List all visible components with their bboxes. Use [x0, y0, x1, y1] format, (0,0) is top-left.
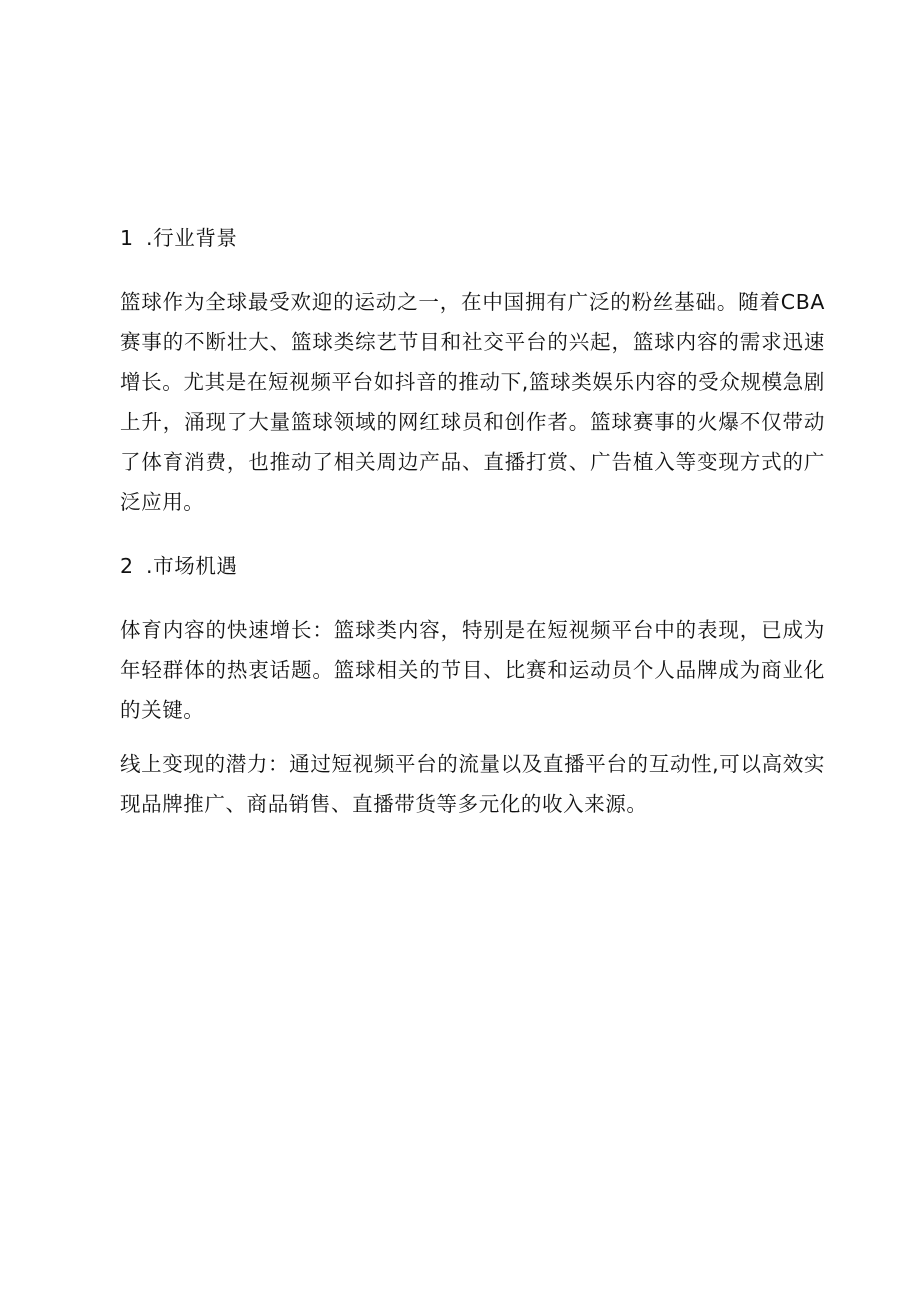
document-body	[120, 214, 825, 824]
paragraph-content-growth: 体育内容的快速增长：篮球类内容，特别是在短视频平台中的表现，已成为年轻群体的热衷话题。篮球相关的节目、比赛和运动员个人品牌成为商业化的关键。	[120, 618, 825, 722]
section-title: .市场机遇	[146, 554, 238, 578]
section-heading-industry-background	[120, 214, 825, 262]
section-heading-market-opportunity	[120, 542, 825, 590]
section-title: .行业背景	[146, 226, 238, 250]
paragraph-industry-background: 篮球作为全球最受欢迎的运动之一，在中国拥有广泛的粉丝基础。随着CBA赛事的不断壮大、篮球类综艺节目和社交平台的兴起，篮球内容的需求迅速增长。尤其是在短视频平台如抖音的推动下,篮球类娱乐内容的受众规模急剧上升，涌现了大量篮球领域的网红球员和创作者。篮球赛事的火爆不仅带动了体育消费，也推动了相关周边产品、直播打赏、广告植入等变现方式的广泛应用。	[120, 290, 825, 514]
paragraph-online-monetization: 线上变现的潜力：通过短视频平台的流量以及直播平台的互动性,可以高效实现品牌推广、商品销售、直播带货等多元化的收入来源。	[120, 752, 825, 816]
section-number: 1	[120, 226, 134, 250]
section-number: 2	[120, 554, 134, 578]
